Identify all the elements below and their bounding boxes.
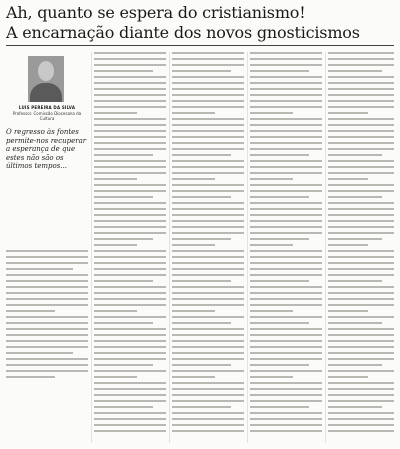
body-text-line (328, 304, 394, 306)
body-text-line (328, 124, 394, 126)
body-text-line (328, 268, 394, 270)
body-text-line (172, 262, 244, 264)
body-text-line (6, 376, 55, 378)
headline-line-2: A encarnação diante dos novos gnosticismos (6, 24, 360, 42)
body-text-line (250, 118, 322, 120)
body-text-line (328, 358, 394, 360)
body-text-line (6, 304, 88, 306)
body-text-line (250, 346, 322, 348)
body-text-line (328, 370, 394, 372)
body-text-line (328, 118, 394, 120)
body-text-line (172, 364, 231, 366)
body-text-line (94, 58, 166, 60)
body-text-line (328, 166, 394, 168)
body-text-line (250, 112, 293, 114)
body-text-line (172, 202, 244, 204)
body-text-line (94, 160, 166, 162)
body-text-line (328, 178, 368, 180)
body-text-line (250, 304, 322, 306)
body-text-line (172, 274, 244, 276)
body-column-2 (94, 52, 166, 443)
body-text-line (6, 292, 88, 294)
body-text-line (250, 292, 322, 294)
body-text-line (94, 256, 166, 258)
body-text-line (250, 70, 309, 72)
body-text-line (6, 250, 88, 252)
body-text-line (172, 166, 244, 168)
headline-line-1: Ah, quanto se espera do cristianismo! (6, 4, 306, 22)
body-text-line (172, 322, 231, 324)
body-text-line (328, 130, 394, 132)
body-text-line (250, 190, 322, 192)
body-text-line (250, 202, 322, 204)
body-text-line (328, 58, 394, 60)
body-text-line (94, 274, 166, 276)
body-text-line (6, 334, 88, 336)
body-text-line (328, 256, 394, 258)
body-text-line (94, 70, 153, 72)
body-text-line (328, 202, 394, 204)
body-text-line (250, 124, 322, 126)
body-text-line (250, 316, 322, 318)
body-text-line (172, 94, 244, 96)
body-text-line (172, 268, 244, 270)
body-text-line (172, 250, 244, 252)
body-text-line (328, 274, 394, 276)
body-text-line (172, 352, 244, 354)
body-text-line (172, 298, 244, 300)
body-text-line (172, 400, 244, 402)
body-text-line (94, 424, 166, 426)
body-text-line (6, 358, 88, 360)
body-text-line (172, 406, 231, 408)
body-text-line (94, 280, 153, 282)
body-text-line (94, 430, 166, 432)
body-text-line (250, 166, 322, 168)
body-text-line (172, 106, 244, 108)
body-text-line (172, 190, 244, 192)
body-text-line (250, 274, 322, 276)
body-text-line (250, 298, 322, 300)
body-text-line (94, 172, 166, 174)
body-text-line (250, 412, 322, 414)
body-text-line (250, 208, 322, 210)
body-text-line (250, 136, 322, 138)
body-text-line (6, 322, 88, 324)
body-text-line (94, 364, 153, 366)
body-text-line (328, 226, 394, 228)
body-text-line (172, 226, 244, 228)
body-text-line (250, 394, 322, 396)
body-text-line (172, 292, 244, 294)
body-text-line (94, 100, 166, 102)
body-text-line (94, 238, 153, 240)
body-text-line (250, 364, 309, 366)
body-text-line (94, 358, 166, 360)
body-text-line (172, 382, 244, 384)
body-text-line (6, 262, 88, 264)
body-text-line (250, 388, 322, 390)
body-text-line (172, 184, 244, 186)
body-text-line (250, 322, 309, 324)
body-text-line (94, 142, 166, 144)
body-text-line (250, 424, 322, 426)
body-text-line (172, 172, 244, 174)
body-text-line (328, 64, 394, 66)
body-text-line (6, 316, 88, 318)
body-text-line (94, 298, 166, 300)
body-text-line (6, 280, 88, 282)
body-text-line (250, 352, 322, 354)
body-text-line (250, 418, 322, 420)
body-text-line (328, 250, 394, 252)
column-separator (91, 52, 92, 443)
body-text-line (172, 418, 244, 420)
body-text-line (328, 310, 368, 312)
body-text-line (172, 70, 231, 72)
body-text-line (328, 418, 394, 420)
body-text-line (172, 214, 244, 216)
body-text-line (250, 232, 322, 234)
body-text-line (328, 220, 394, 222)
body-text-line (94, 286, 166, 288)
body-text-line (250, 238, 309, 240)
body-text-line (172, 424, 244, 426)
body-text-line (172, 412, 244, 414)
body-text-line (94, 226, 166, 228)
body-text-line (172, 154, 231, 156)
body-text-line (250, 178, 293, 180)
body-text-line (328, 238, 382, 240)
body-text-line (250, 160, 322, 162)
body-text-line (94, 136, 166, 138)
body-text-line (328, 142, 394, 144)
body-text-line (94, 412, 166, 414)
body-text-line (172, 232, 244, 234)
body-text-line (328, 286, 394, 288)
body-text-line (172, 82, 244, 84)
body-text-line (250, 52, 322, 54)
body-text-line (328, 394, 394, 396)
body-text-line (172, 208, 244, 210)
author-photo-head (38, 61, 54, 81)
body-text-line (6, 370, 88, 372)
body-text-line (328, 328, 394, 330)
body-text-line (94, 118, 166, 120)
body-text-line (250, 172, 322, 174)
body-text-line (172, 118, 244, 120)
body-text-line (172, 256, 244, 258)
body-text-line (250, 280, 309, 282)
body-text-line (172, 286, 244, 288)
body-text-line (6, 268, 73, 270)
column-separator (325, 52, 326, 443)
body-text-line (172, 130, 244, 132)
body-text-line (328, 430, 394, 432)
body-text-line (250, 88, 322, 90)
body-text-line (94, 328, 166, 330)
body-text-line (328, 406, 382, 408)
body-text-line (94, 214, 166, 216)
body-text-line (250, 250, 322, 252)
body-text-line (250, 430, 322, 432)
body-text-line (172, 52, 244, 54)
body-text-line (250, 184, 322, 186)
body-text-line (94, 196, 153, 198)
body-text-line (250, 382, 322, 384)
body-text-line (250, 262, 322, 264)
body-text-line (328, 160, 394, 162)
body-text-line (250, 268, 322, 270)
body-text-line (328, 52, 394, 54)
body-text-line (328, 76, 394, 78)
body-text-line (94, 166, 166, 168)
body-text-line (94, 124, 166, 126)
body-text-line (250, 226, 322, 228)
body-text-line (172, 112, 215, 114)
body-text-line (250, 130, 322, 132)
body-text-line (172, 370, 244, 372)
body-text-line (172, 64, 244, 66)
body-text-line (328, 214, 394, 216)
body-text-line (94, 232, 166, 234)
body-text-line (328, 424, 394, 426)
body-text-line (328, 340, 394, 342)
body-text-line (172, 334, 244, 336)
body-text-line (94, 94, 166, 96)
column-separator (247, 52, 248, 443)
body-column-4 (250, 52, 322, 443)
body-text-line (328, 388, 394, 390)
body-text-line (250, 82, 322, 84)
body-text-line (172, 280, 231, 282)
body-text-line (250, 106, 322, 108)
body-text-line (328, 298, 394, 300)
body-text-line (250, 376, 293, 378)
body-text-line (94, 394, 166, 396)
body-text-line (172, 238, 231, 240)
body-text-line (328, 376, 368, 378)
body-text-line (172, 346, 244, 348)
body-text-line (6, 286, 88, 288)
body-text-line (94, 418, 166, 420)
body-text-line (94, 352, 166, 354)
body-text-line (250, 400, 322, 402)
body-text-line (94, 64, 166, 66)
body-text-line (94, 316, 166, 318)
body-text-line (250, 286, 322, 288)
body-text-line (172, 160, 244, 162)
body-text-line (6, 364, 88, 366)
body-text-line (94, 370, 166, 372)
body-text-line (6, 298, 88, 300)
body-text-line (94, 76, 166, 78)
body-text-line (172, 340, 244, 342)
body-text-line (94, 250, 166, 252)
body-text-line (328, 262, 394, 264)
body-text-line (172, 220, 244, 222)
body-text-line (94, 400, 166, 402)
body-text-line (94, 112, 137, 114)
body-text-line (94, 184, 166, 186)
body-text-line (250, 244, 293, 246)
body-text-line (328, 382, 394, 384)
body-text-line (94, 322, 153, 324)
body-text-line (250, 340, 322, 342)
body-column-5 (328, 52, 394, 443)
body-column-3 (172, 52, 244, 443)
body-text-line (328, 292, 394, 294)
body-text-line (328, 184, 394, 186)
body-text-line (172, 316, 244, 318)
body-text-line (250, 154, 309, 156)
body-text-line (328, 172, 394, 174)
body-text-line (250, 256, 322, 258)
body-text-line (172, 310, 215, 312)
body-text-line (94, 208, 166, 210)
body-text-line (94, 202, 166, 204)
body-text-line (328, 106, 394, 108)
body-text-line (94, 292, 166, 294)
body-text-line (250, 196, 309, 198)
body-text-line (6, 340, 88, 342)
author-name: LUIS PEREIRA DA SILVA (18, 105, 76, 110)
body-text-line (172, 430, 244, 432)
body-text-line (94, 340, 166, 342)
body-text-line (172, 304, 244, 306)
body-text-line (172, 100, 244, 102)
body-text-line (328, 244, 368, 246)
body-text-line (328, 232, 394, 234)
body-text-line (328, 364, 382, 366)
body-text-line (94, 346, 166, 348)
body-text-line (250, 334, 322, 336)
body-text-line (328, 352, 394, 354)
body-text-line (328, 70, 382, 72)
body-text-line (250, 142, 322, 144)
body-text-line (172, 178, 215, 180)
body-text-line (94, 262, 166, 264)
author-role: Professor. Comissão Diocesana da Cultura (12, 111, 82, 121)
body-text-line (6, 352, 73, 354)
author-photo (28, 56, 64, 102)
body-text-line (94, 106, 166, 108)
body-text-line (172, 148, 244, 150)
body-text-line (328, 82, 394, 84)
body-text-line (172, 388, 244, 390)
body-text-line (328, 208, 394, 210)
body-text-line (94, 148, 166, 150)
body-text-line (328, 88, 394, 90)
body-column-1 (6, 250, 88, 443)
body-text-line (94, 88, 166, 90)
body-text-line (172, 88, 244, 90)
author-photo-shoulders (30, 83, 62, 102)
body-text-line (172, 58, 244, 60)
body-text-line (250, 370, 322, 372)
body-text-line (328, 100, 394, 102)
body-text-line (94, 244, 137, 246)
body-text-line (250, 214, 322, 216)
body-text-line (250, 310, 293, 312)
body-text-line (328, 112, 368, 114)
body-text-line (250, 58, 322, 60)
body-text-line (328, 196, 382, 198)
body-text-line (94, 178, 137, 180)
body-text-line (94, 406, 153, 408)
body-text-line (94, 190, 166, 192)
body-text-line (172, 328, 244, 330)
body-text-line (328, 412, 394, 414)
body-text-line (94, 334, 166, 336)
body-text-line (328, 334, 394, 336)
body-text-line (250, 328, 322, 330)
body-text-line (328, 346, 394, 348)
body-text-line (172, 76, 244, 78)
body-text-line (94, 268, 166, 270)
column-separator (169, 52, 170, 443)
body-text-line (328, 136, 394, 138)
body-text-line (328, 280, 382, 282)
body-text-line (94, 382, 166, 384)
body-text-line (6, 310, 55, 312)
body-text-line (94, 52, 166, 54)
body-text-line (250, 64, 322, 66)
body-text-line (6, 346, 88, 348)
body-text-line (172, 358, 244, 360)
body-text-line (6, 328, 88, 330)
body-text-line (6, 274, 88, 276)
body-text-line (250, 148, 322, 150)
body-text-line (328, 400, 394, 402)
body-text-line (250, 220, 322, 222)
body-text-line (94, 310, 137, 312)
body-text-line (328, 190, 394, 192)
pull-quote: O regresso às fontes permite-nos recuperar a esperança de que estes não são os últimos tempos... (6, 128, 87, 170)
body-text-line (94, 154, 153, 156)
body-text-line (250, 94, 322, 96)
body-text-line (172, 394, 244, 396)
body-text-line (172, 136, 244, 138)
body-text-line (328, 322, 382, 324)
headline-rule (6, 45, 394, 46)
body-text-line (94, 304, 166, 306)
body-text-line (172, 124, 244, 126)
body-text-line (328, 148, 394, 150)
body-text-line (328, 154, 382, 156)
body-text-line (94, 220, 166, 222)
body-text-line (94, 130, 166, 132)
body-text-line (94, 376, 137, 378)
body-text-line (250, 100, 322, 102)
body-text-line (94, 388, 166, 390)
body-text-line (328, 94, 394, 96)
body-text-line (172, 376, 215, 378)
body-text-line (6, 256, 88, 258)
body-text-line (172, 142, 244, 144)
body-text-line (94, 82, 166, 84)
body-text-line (250, 358, 322, 360)
body-text-line (250, 406, 309, 408)
body-text-line (172, 244, 215, 246)
body-text-line (172, 196, 231, 198)
body-text-line (250, 76, 322, 78)
body-text-line (328, 316, 394, 318)
